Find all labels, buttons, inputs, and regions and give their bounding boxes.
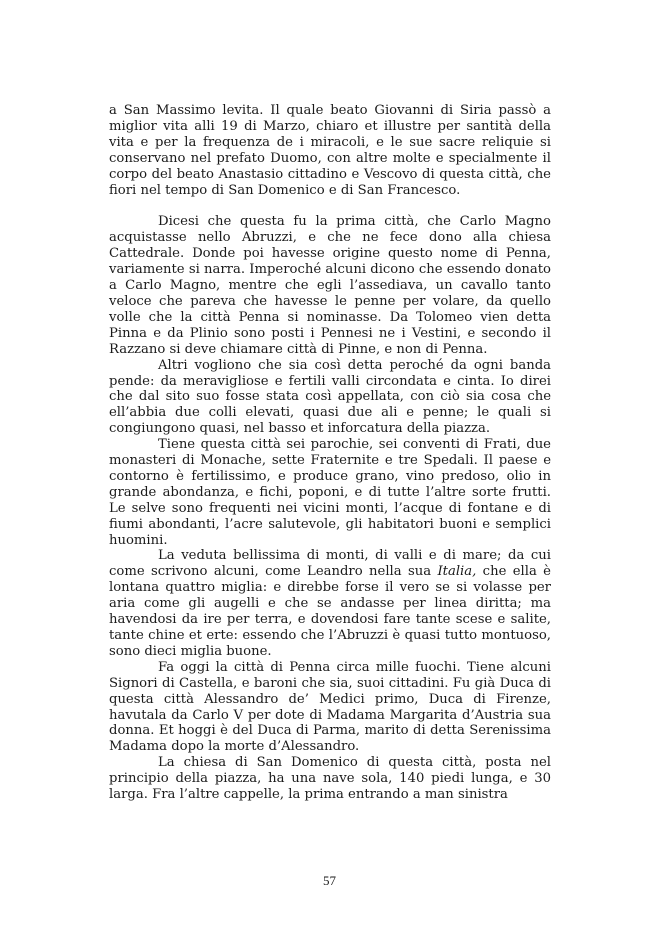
paragraph-7: La chiesa di San Domenico di questa città, posta nel principio della piazza, ha una nave sola, 140 piedi lunga, e 30 larga. Fra l’altre cappelle, la prima entrando a man sinistra	[109, 755, 551, 803]
paragraph-5-part-2: che ella è lontana quattro miglia: e direbbe forse il vero se si volasse per aria come gli augelli e che se andasse per linea diritta; ma havendosi da ire per terra, e dovendosi fare tante scese e salite, tante chine et erte: essendo che l’Abruzzi è quasi tutto montuoso, sono dieci miglia buone.	[109, 564, 551, 659]
body-text	[109, 103, 551, 803]
paragraph-5	[109, 548, 551, 659]
paragraph-5-part-1: La veduta bellissima di monti, di valli e di mare; da cui come scrivono alcuni, come Leandro nella sua	[109, 548, 551, 580]
paragraph-6: Fa oggi la città di Penna circa mille fuochi. Tiene alcuni Signori di Castella, e baroni che sia, suoi cittadini. Fu già Duca di questa città Alessandro de’ Medici primo, Duca di Firenze, havutala da Carlo V per dote di Madama Margarita d’Austria sua donna. Et hoggi è del Duca di Parma, marito di detta Serenissima Madama dopo la morte d’Alessandro.	[109, 659, 551, 755]
book-title-italia: Italia,	[437, 564, 477, 580]
page-number: 57	[323, 873, 336, 888]
paragraph-3: Altri vogliono che sia così detta peroché da ogni banda pende: da meravigliose e fertili valli circondata e cinta. Io direi che dal sito suo fosse stata così appellata, con ciò sia cosa che ell’abbia due colli elevati, quasi due ali e penne; le quali si congiungono quasi, nel basso et inforcatura della piazza.	[109, 357, 551, 437]
paragraph-4: Tiene questa città sei parochie, sei conventi di Frati, due monasteri di Monache, sette Fraternite e tre Spedali. Il paese e contorno è fertilissimo, e produce grano, vino predoso, olio in grande abondanza, e fichi, poponi, e di tutte l’altre sorte frutti. Le selve sono frequenti nei vicini monti, l’acque di fontane e di fiumi abondanti, l’acre salutevole, gli habitatori buoni e semplici huomini.	[109, 437, 551, 548]
paragraph-1: a San Massimo levita. Il quale beato Giovanni di Siria passò a miglior vita alli 19 di Marzo, chiaro et illustre per santità della vita e per la frequenza de i miracoli, e le sue sacre reliquie si conservano nel prefato Duomo, con altre molte e specialmente il corpo del beato Anastasio cittadino e Vescovo di questa città, che fiori nel tempo di San Domenico e di San Francesco.	[109, 103, 551, 198]
paragraph-2: Dicesi che questa fu la prima città, che Carlo Magno acquistasse nello Abruzzi, e che ne fece dono alla chiesa Cattedrale. Donde poi havesse origine questo nome di Penna, variamente si narra. Imperoché alcuni dicono che essendo donato a Carlo Magno, mentre che egli l’assediava, un cavallo tanto veloce che pareva che havesse le penne per volare, da quello volle che la città Penna si nominasse. Da Tolomeo vien detta Pinna e da Plinio sono posti i Pennesi ne i Vestini, e secondo il Razzano si deve chiamare città di Pinne, e non di Penna.	[109, 214, 551, 357]
